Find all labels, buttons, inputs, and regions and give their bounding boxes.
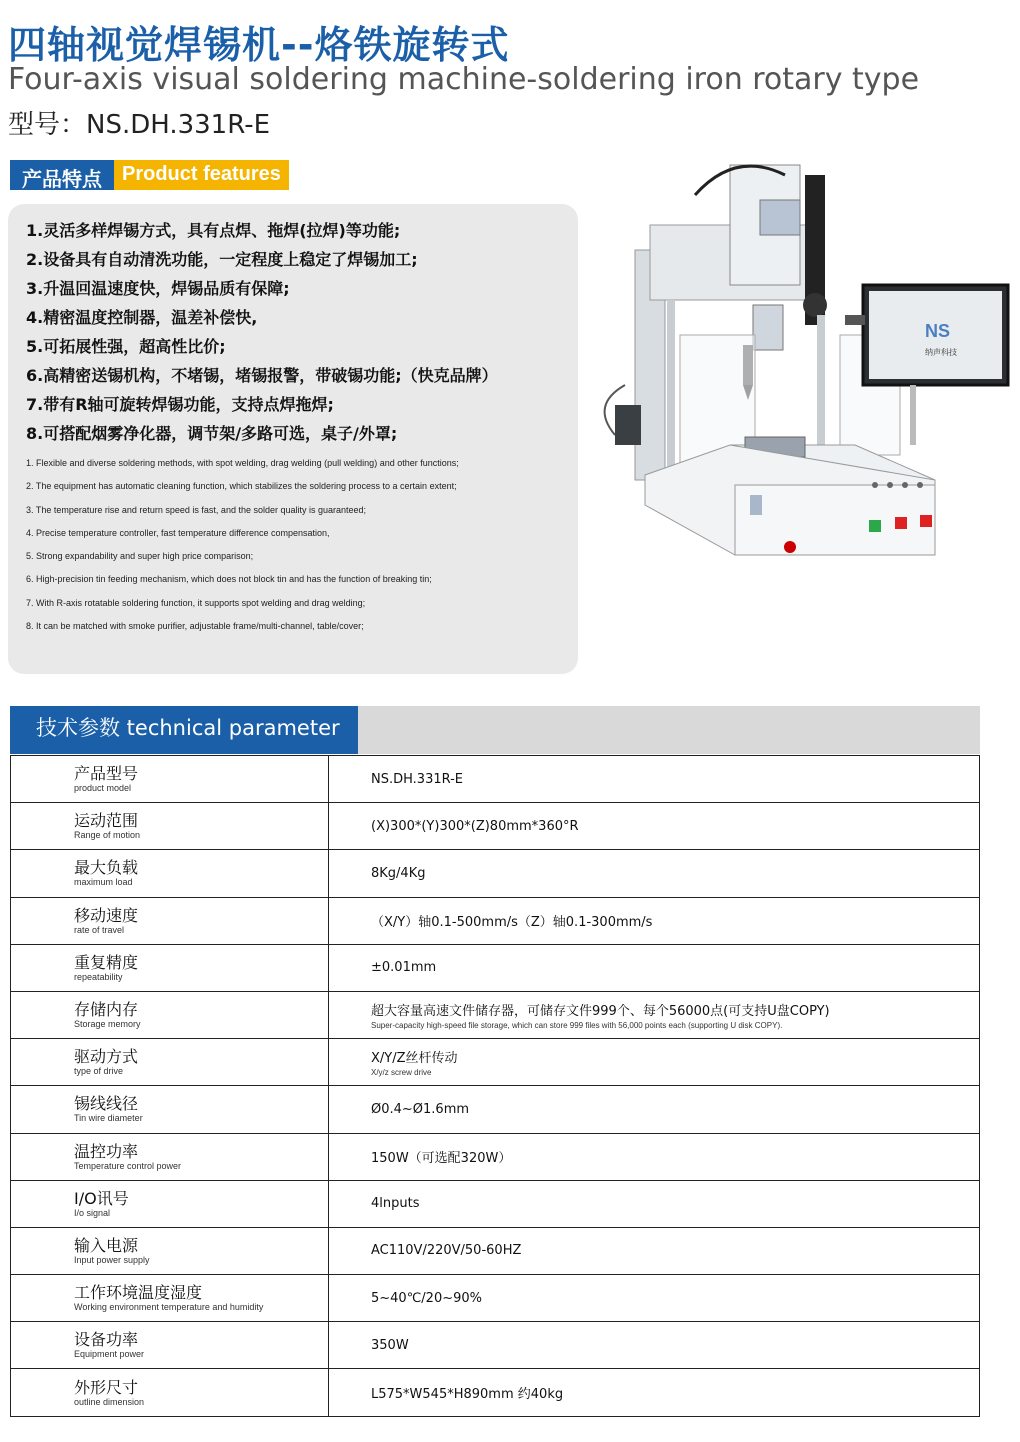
- param-value: AC110V/220V/50-60HZ: [371, 1243, 522, 1259]
- param-label-en: outline dimension: [74, 1396, 145, 1407]
- param-label-cn: 重复精度: [74, 952, 139, 972]
- param-label-cell: [11, 1227, 329, 1274]
- param-label-cell: [11, 1180, 329, 1227]
- param-label-en: Working environment temperature and humidity: [74, 1302, 264, 1313]
- feature-item-cn: 4.精密温度控制器，温差补偿快,: [26, 308, 258, 327]
- param-label-en: Storage memory: [74, 1019, 141, 1030]
- feature-item-en: 2. The equipment has automatic cleaning function, which stabilizes the soldering process to a certain extent;: [26, 481, 457, 492]
- machine-image: [585, 155, 1015, 585]
- feature-item-en: 3. The temperature rise and return speed is fast, and the solder quality is guaranteed;: [26, 504, 367, 515]
- table-row: [11, 1322, 980, 1369]
- param-label-cn: 最大负载: [74, 858, 139, 878]
- monitor-brand: 纳声科技: [925, 348, 957, 357]
- param-value: 超大容量高速文件储存器，可储存文件999个、每个56000点(可支持U盘COPY): [371, 1004, 830, 1020]
- param-label-cell: [11, 897, 329, 944]
- feature-item-cn: 6.高精密送锡机构，不堵锡，堵锡报警，带破锡功能;（快克品牌）: [26, 366, 498, 385]
- feature-item-cn: 1.灵活多样焊锡方式，具有点焊、拖焊(拉焊)等功能;: [26, 221, 401, 240]
- param-label-en: Temperature control power: [74, 1160, 182, 1171]
- param-value-cell: [329, 803, 980, 850]
- table-row: [11, 1227, 980, 1274]
- param-value-sub: X/y/z screw drive: [371, 1068, 432, 1078]
- param-label-cell: [11, 850, 329, 897]
- param-value: 350W: [371, 1337, 409, 1353]
- param-value: L575*W545*H890mm 约40kg: [371, 1387, 564, 1403]
- features-tab-en: Product features: [114, 160, 289, 190]
- knob-4: [917, 482, 923, 488]
- frame-post-left: [667, 300, 675, 485]
- knob-2: [887, 482, 893, 488]
- param-value: 150W（可选配320W）: [371, 1151, 512, 1167]
- feature-item-cn: 8.可搭配烟雾净化器，调节架/多路可选，桌子/外罩;: [26, 424, 398, 443]
- param-value: Ø0.4~Ø1.6mm: [371, 1101, 470, 1117]
- param-label-cn: 工作环境温度湿度: [74, 1283, 203, 1303]
- table-row: [11, 1133, 980, 1180]
- param-label-en: product model: [74, 783, 132, 794]
- param-label-en: Tin wire diameter: [74, 1113, 143, 1124]
- features-tab-cn: 产品特点: [10, 160, 114, 190]
- param-value: (X)300*(Y)300*(Z)80mm*360°R: [371, 818, 579, 834]
- parameters-header: [10, 706, 980, 754]
- features-list-en: [26, 452, 560, 638]
- param-value-cell: [329, 1275, 980, 1322]
- param-value-cell: [329, 1322, 980, 1369]
- param-label-cn: 驱动方式: [74, 1047, 139, 1067]
- param-value: 4lnputs: [371, 1196, 420, 1212]
- monitor-logo: NS: [925, 321, 951, 341]
- page-title: 四轴视觉焊锡机--烙铁旋转式: [8, 23, 510, 67]
- table-row: [11, 850, 980, 897]
- param-label-cell: [11, 944, 329, 991]
- front-logo: [750, 495, 762, 515]
- param-label-cn: 运动范围: [74, 811, 139, 831]
- param-value: NS.DH.331R-E: [371, 771, 464, 787]
- param-label-cell: [11, 1275, 329, 1322]
- table-row: [11, 1039, 980, 1086]
- monitor-post: [910, 385, 916, 445]
- param-label-en: Equipment power: [74, 1349, 145, 1360]
- feature-item-en: 4. Precise temperature controller, fast temperature difference compensation,: [26, 527, 330, 538]
- feature-item-cn: 7.带有R轴可旋转焊锡功能，支持点焊拖焊;: [26, 395, 334, 414]
- table-row: [11, 1086, 980, 1133]
- param-label-cn: I/O讯号: [74, 1188, 129, 1208]
- param-value-cell: [329, 1086, 980, 1133]
- table-row: [11, 1180, 980, 1227]
- red-button-2: [920, 515, 932, 527]
- feature-item-cn: 5.可拓展性强，超高性比价;: [26, 337, 226, 356]
- param-label-cell: [11, 1133, 329, 1180]
- param-label-en: maximum load: [74, 877, 133, 888]
- param-value-cell: [329, 1227, 980, 1274]
- camera-lens: [803, 293, 827, 317]
- parameters-tab: 技术参数 technical parameter: [10, 706, 358, 754]
- table-row: [11, 991, 980, 1038]
- param-label-cn: 设备功率: [74, 1330, 139, 1350]
- param-value-cell: [329, 1133, 980, 1180]
- table-row: [11, 1275, 980, 1322]
- table-row: [11, 897, 980, 944]
- param-value-cell: [329, 756, 980, 803]
- feature-item-en: 7. With R-axis rotatable soldering function, it supports spot welding and drag welding;: [26, 597, 366, 608]
- param-label-cn: 温控功率: [74, 1141, 139, 1161]
- monitor-arm: [845, 315, 865, 325]
- param-label-cell: [11, 1086, 329, 1133]
- features-tab: [10, 160, 289, 190]
- table-row: [11, 944, 980, 991]
- param-value: （X/Y）轴0.1-500mm/s（Z）轴0.1-300mm/s: [371, 915, 653, 931]
- param-label-en: Input power supply: [74, 1254, 150, 1265]
- green-button: [869, 520, 881, 532]
- param-label-cn: 外形尺寸: [74, 1377, 139, 1397]
- param-value-cell: [329, 1369, 980, 1416]
- table-row: [11, 803, 980, 850]
- tin-feeder: [615, 405, 641, 445]
- param-label-en: Range of motion: [74, 830, 141, 841]
- table-row: [11, 756, 980, 803]
- parameters-table: [10, 755, 980, 1417]
- param-label-cn: 输入电源: [74, 1235, 139, 1255]
- param-value-cell: [329, 850, 980, 897]
- param-label-cell: [11, 803, 329, 850]
- param-value: 5~40℃/20~90%: [371, 1290, 483, 1306]
- param-value-cell: [329, 1039, 980, 1086]
- param-label-en: I/o signal: [74, 1207, 111, 1218]
- features-list-cn: [26, 216, 560, 448]
- param-value-cell: [329, 991, 980, 1038]
- param-value-sub: Super-capacity high-speed file storage, which can store 999 files with 56,000 points each (supporting U disk COPY).: [371, 1021, 783, 1031]
- param-value-cell: [329, 897, 980, 944]
- param-label-cell: [11, 1322, 329, 1369]
- param-value-cell: [329, 1180, 980, 1227]
- param-label-cn: 产品型号: [74, 764, 139, 784]
- feature-item-en: 1. Flexible and diverse soldering methods, with spot welding, drag welding (pull welding) and other functions;: [26, 458, 459, 468]
- red-button-1: [895, 517, 907, 529]
- feature-item-en: 5. Strong expandability and super high price comparison;: [26, 551, 254, 562]
- param-label-cell: [11, 1369, 329, 1416]
- knob-1: [872, 482, 878, 488]
- param-label-en: rate of travel: [74, 924, 125, 935]
- param-label-en: type of drive: [74, 1066, 124, 1077]
- model-number: 型号：NS.DH.331R-E: [8, 110, 271, 140]
- param-label-cell: [11, 991, 329, 1038]
- features-panel: [8, 204, 578, 674]
- param-label-cell: [11, 1039, 329, 1086]
- feature-item-cn: 2.设备具有自动清洗功能，一定程度上稳定了焊锡加工;: [26, 250, 418, 269]
- feature-item-en: 8. It can be matched with smoke purifier, adjustable frame/multi-channel, table/cover;: [26, 621, 364, 632]
- param-value-cell: [329, 944, 980, 991]
- param-label-en: repeatability: [74, 971, 123, 982]
- param-value: X/Y/Z丝杆传动: [371, 1051, 458, 1067]
- param-label-cn: 移动速度: [74, 905, 139, 925]
- feature-item-en: 6. High-precision tin feeding mechanism, which does not block tin and has the function of breaking tin;: [26, 574, 432, 585]
- knob-3: [902, 482, 908, 488]
- param-value: ±0.01mm: [371, 960, 437, 976]
- iron-holder: [753, 305, 783, 350]
- param-label-cn: 锡线线径: [74, 1094, 139, 1114]
- page-subtitle: Four-axis visual soldering machine-soldering iron rotary type: [8, 62, 920, 97]
- table-row: [11, 1369, 980, 1416]
- feature-item-cn: 3.升温回温速度快，焊锡品质有保障;: [26, 279, 290, 298]
- camera-mount: [760, 200, 800, 235]
- emergency-stop: [784, 541, 796, 553]
- param-label-cell: [11, 756, 329, 803]
- param-label-cn: 存储内存: [74, 1000, 139, 1020]
- param-value: 8Kg/4Kg: [371, 865, 426, 881]
